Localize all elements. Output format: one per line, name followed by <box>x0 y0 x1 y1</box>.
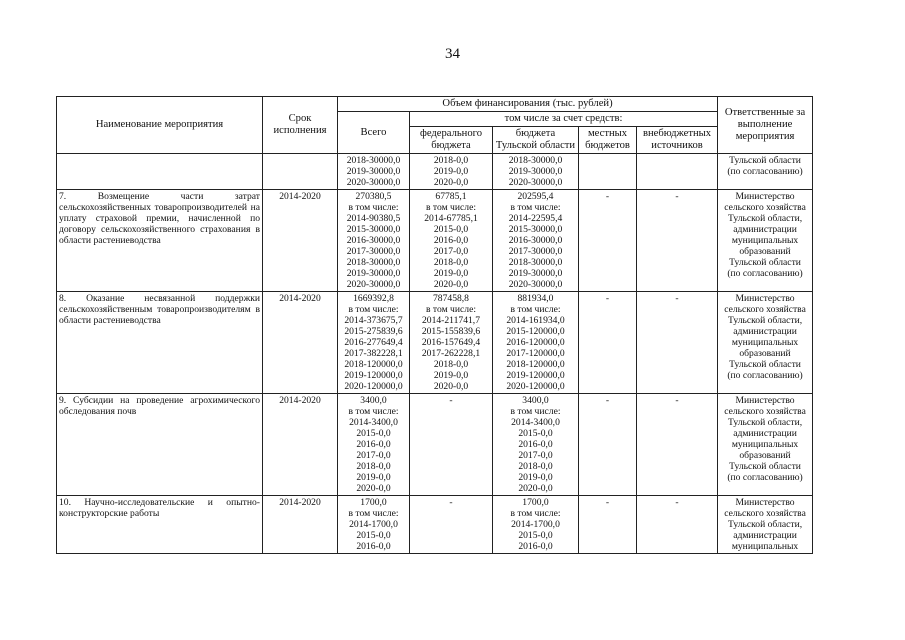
cell-line: в том числе: <box>510 406 561 417</box>
cell-line: 2014-67785,1 <box>424 213 478 224</box>
cell-responsible <box>718 190 813 292</box>
cell-name: 8. Оказание несвязанной поддержки сельскохозяйственным товаропроизводителям в области растениеводства <box>57 292 263 394</box>
cell-line: 2016-0,0 <box>433 235 469 246</box>
cell-line: Министерство <box>735 395 795 406</box>
cell-line: Министерство <box>735 497 795 508</box>
cell-line: 2019-0,0 <box>433 166 469 177</box>
cell-regional <box>493 394 579 496</box>
cell-line: 2015-30000,0 <box>508 224 563 235</box>
cell-line: 2016-30000,0 <box>508 235 563 246</box>
cell-line: 2018-30000,0 <box>346 257 401 268</box>
cell-line: 2015-0,0 <box>356 428 391 439</box>
cell-line: 2014-3400,0 <box>511 417 560 428</box>
cell-total <box>338 292 410 394</box>
cell-line: образований <box>739 246 791 257</box>
cell-line: в том числе: <box>348 202 399 213</box>
cell-line: 2020-30000,0 <box>508 279 563 290</box>
cell-line: 2020-0,0 <box>518 483 553 494</box>
cell-term: 2014-2020 <box>263 190 338 292</box>
cell-line: в том числе: <box>348 508 399 519</box>
cell-responsible <box>718 154 813 190</box>
cell-line: образований <box>739 450 791 461</box>
cell-line: 2014-22595,4 <box>508 213 563 224</box>
cell-line: 2016-0,0 <box>356 541 391 552</box>
cell-total <box>338 394 410 496</box>
cell-line: муниципальных <box>731 337 799 348</box>
cell-line: 2018-30000,0 <box>508 257 563 268</box>
cell-line: 2016-0,0 <box>356 439 391 450</box>
cell-line: 202595,4 <box>517 191 554 202</box>
cell-line: администрации <box>733 224 797 235</box>
cell-line: в том числе: <box>425 304 476 315</box>
cell-line: 2015-155839,6 <box>421 326 481 337</box>
cell-line: 270380,5 <box>355 191 392 202</box>
header-funding: Объем финансирования (тыс. рублей) <box>338 97 718 112</box>
table-body <box>57 154 813 554</box>
cell-line: (по согласованию) <box>727 166 803 177</box>
cell-line: 2018-0,0 <box>356 461 391 472</box>
cell-line: администрации <box>733 428 797 439</box>
cell-line: 2019-30000,0 <box>508 166 563 177</box>
cell-line: администрации <box>733 530 797 541</box>
cell-line: образований <box>739 348 791 359</box>
table-row <box>57 154 813 190</box>
cell-line: 787458,8 <box>433 293 469 304</box>
cell-line: Тульской области, <box>727 519 803 530</box>
cell-line: 2015-0,0 <box>518 428 553 439</box>
cell-total <box>338 496 410 554</box>
cell-term: 2014-2020 <box>263 496 338 554</box>
cell-name <box>57 154 263 190</box>
cell-offbudget: - <box>637 190 718 292</box>
cell-term: 2014-2020 <box>263 292 338 394</box>
cell-line: Министерство <box>735 293 795 304</box>
cell-total <box>338 154 410 190</box>
cell-local: - <box>579 292 637 394</box>
cell-federal <box>410 190 493 292</box>
cell-line: 2016-0,0 <box>518 439 553 450</box>
header-total: Всего <box>338 112 410 154</box>
page-number: 34 <box>445 46 460 62</box>
cell-line: 2018-0,0 <box>518 461 553 472</box>
cell-line: 2014-1700,0 <box>349 519 398 530</box>
cell-line: 2019-0,0 <box>356 472 391 483</box>
cell-line: Тульской области, <box>727 417 803 428</box>
cell-line: 2019-30000,0 <box>508 268 563 279</box>
cell-offbudget: - <box>637 394 718 496</box>
cell-line: 2020-0,0 <box>433 177 469 188</box>
cell-regional <box>493 496 579 554</box>
header-offbudget: внебюджетных источников <box>637 127 718 154</box>
cell-line: 2018-0,0 <box>433 359 469 370</box>
cell-line: 2018-0,0 <box>433 257 469 268</box>
table-row <box>57 292 813 394</box>
cell-line: муниципальных <box>731 439 799 450</box>
cell-federal <box>410 394 493 496</box>
cell-line: в том числе: <box>510 508 561 519</box>
cell-line: 2020-30000,0 <box>508 177 563 188</box>
cell-line: 3400,0 <box>360 395 387 406</box>
cell-line: 2019-0,0 <box>518 472 553 483</box>
cell-line: 2016-157649,4 <box>421 337 481 348</box>
cell-line: 67785,1 <box>435 191 467 202</box>
cell-line: сельского хозяйства <box>724 202 806 213</box>
cell-line: Тульской области <box>729 359 801 370</box>
cell-line: 2019-0,0 <box>433 268 469 279</box>
cell-line: сельского хозяйства <box>724 508 806 519</box>
cell-term <box>263 154 338 190</box>
cell-local: - <box>579 190 637 292</box>
cell-local <box>579 154 637 190</box>
cell-line: 2019-120000,0 <box>506 370 565 381</box>
table-row <box>57 190 813 292</box>
cell-line: в том числе: <box>348 406 399 417</box>
cell-responsible <box>718 292 813 394</box>
cell-line: администрации <box>733 326 797 337</box>
cell-line: 2015-275839,6 <box>344 326 403 337</box>
cell-line: 3400,0 <box>522 395 549 406</box>
cell-name: 10. Научно-исследовательские и опытно-конструкторские работы <box>57 496 263 554</box>
cell-line: 2017-0,0 <box>433 246 469 257</box>
cell-line: 2017-0,0 <box>518 450 553 461</box>
cell-name: 7. Возмещение части затрат сельскохозяйственных товаропроизводителей на уплату страховой премии, начисленной по договору сельскохозяйственного страхования в области растениеводства <box>57 190 263 292</box>
cell-line: Тульской области, <box>727 315 803 326</box>
cell-responsible <box>718 394 813 496</box>
cell-line: 2014-3400,0 <box>349 417 398 428</box>
cell-local: - <box>579 394 637 496</box>
cell-line: 2015-120000,0 <box>506 326 565 337</box>
table-header <box>57 97 813 154</box>
cell-line: 2018-30000,0 <box>346 155 401 166</box>
cell-line: 2020-0,0 <box>433 279 469 290</box>
cell-line: 2020-120000,0 <box>506 381 565 392</box>
cell-name: 9. Субсидии на проведение агрохимического обследования почв <box>57 394 263 496</box>
cell-responsible <box>718 496 813 554</box>
cell-line: 2019-30000,0 <box>346 166 401 177</box>
cell-line: 2015-0,0 <box>433 224 469 235</box>
cell-line: 2015-0,0 <box>356 530 391 541</box>
cell-line: (по согласованию) <box>727 472 803 483</box>
cell-line: 2014-373675,7 <box>344 315 403 326</box>
cell-line: 2014-161934,0 <box>506 315 565 326</box>
header-regional: бюджета Тульской области <box>493 127 579 154</box>
cell-line: в том числе: <box>425 202 476 213</box>
cell-line: 2020-0,0 <box>356 483 391 494</box>
cell-line: сельского хозяйства <box>724 304 806 315</box>
cell-line: в том числе: <box>510 202 561 213</box>
cell-offbudget <box>637 154 718 190</box>
cell-line: в том числе: <box>510 304 561 315</box>
cell-line: 2019-0,0 <box>433 370 469 381</box>
cell-line: 2020-30000,0 <box>346 177 401 188</box>
cell-offbudget: - <box>637 292 718 394</box>
cell-line: - <box>449 395 453 406</box>
cell-line: 2017-30000,0 <box>346 246 401 257</box>
cell-offbudget: - <box>637 496 718 554</box>
header-incl-sources: том числе за счет средств: <box>410 112 718 127</box>
cell-line: 2016-30000,0 <box>346 235 401 246</box>
cell-line: 2017-0,0 <box>356 450 391 461</box>
cell-regional <box>493 292 579 394</box>
cell-line: 2018-120000,0 <box>344 359 403 370</box>
cell-line: 2018-120000,0 <box>506 359 565 370</box>
header-term: Срок исполнения <box>263 97 338 154</box>
cell-regional <box>493 154 579 190</box>
cell-line: 2016-277649,4 <box>344 337 403 348</box>
table-row <box>57 496 813 554</box>
header-local: местных бюджетов <box>579 127 637 154</box>
cell-line: муниципальных <box>731 541 799 552</box>
cell-line: Тульской области <box>729 155 801 166</box>
cell-line: 2017-382228,1 <box>344 348 403 359</box>
cell-line: 2020-30000,0 <box>346 279 401 290</box>
cell-line: Министерство <box>735 191 795 202</box>
cell-line: 2014-1700,0 <box>511 519 560 530</box>
header-responsible: Ответственные за выполнение мероприятия <box>718 97 813 154</box>
header-federal: федерального бюджета <box>410 127 493 154</box>
cell-line: 2015-0,0 <box>518 530 553 541</box>
cell-line: (по согласованию) <box>727 268 803 279</box>
cell-line: 2018-30000,0 <box>508 155 563 166</box>
header-name: Наименование мероприятия <box>57 97 263 154</box>
cell-line: 2016-120000,0 <box>506 337 565 348</box>
financing-table <box>56 96 813 554</box>
cell-line: 1700,0 <box>522 497 549 508</box>
cell-line: 881934,0 <box>517 293 554 304</box>
cell-line: 2019-120000,0 <box>344 370 403 381</box>
cell-line: 2015-30000,0 <box>346 224 401 235</box>
cell-term: 2014-2020 <box>263 394 338 496</box>
cell-line: 2014-211741,7 <box>421 315 480 326</box>
cell-line: Тульской области <box>729 461 801 472</box>
cell-federal <box>410 496 493 554</box>
cell-line: 2017-262228,1 <box>421 348 481 359</box>
cell-line: Тульской области <box>729 257 801 268</box>
cell-line: сельского хозяйства <box>724 406 806 417</box>
cell-total <box>338 190 410 292</box>
cell-line: (по согласованию) <box>727 370 803 381</box>
cell-line: 1700,0 <box>360 497 387 508</box>
cell-federal <box>410 154 493 190</box>
cell-line: 2014-90380,5 <box>346 213 401 224</box>
cell-line: муниципальных <box>731 235 799 246</box>
cell-line: - <box>449 497 453 508</box>
cell-federal <box>410 292 493 394</box>
cell-line: 2019-30000,0 <box>346 268 401 279</box>
cell-line: в том числе: <box>348 304 399 315</box>
cell-line: 1669392,8 <box>353 293 394 304</box>
cell-line: 2017-30000,0 <box>508 246 563 257</box>
table-row <box>57 394 813 496</box>
cell-line: Тульской области, <box>727 213 803 224</box>
cell-regional <box>493 190 579 292</box>
cell-local: - <box>579 496 637 554</box>
cell-line: 2020-120000,0 <box>344 381 403 392</box>
cell-line: 2016-0,0 <box>518 541 553 552</box>
cell-line: 2020-0,0 <box>433 381 469 392</box>
cell-line: 2018-0,0 <box>433 155 469 166</box>
cell-line: 2017-120000,0 <box>506 348 565 359</box>
